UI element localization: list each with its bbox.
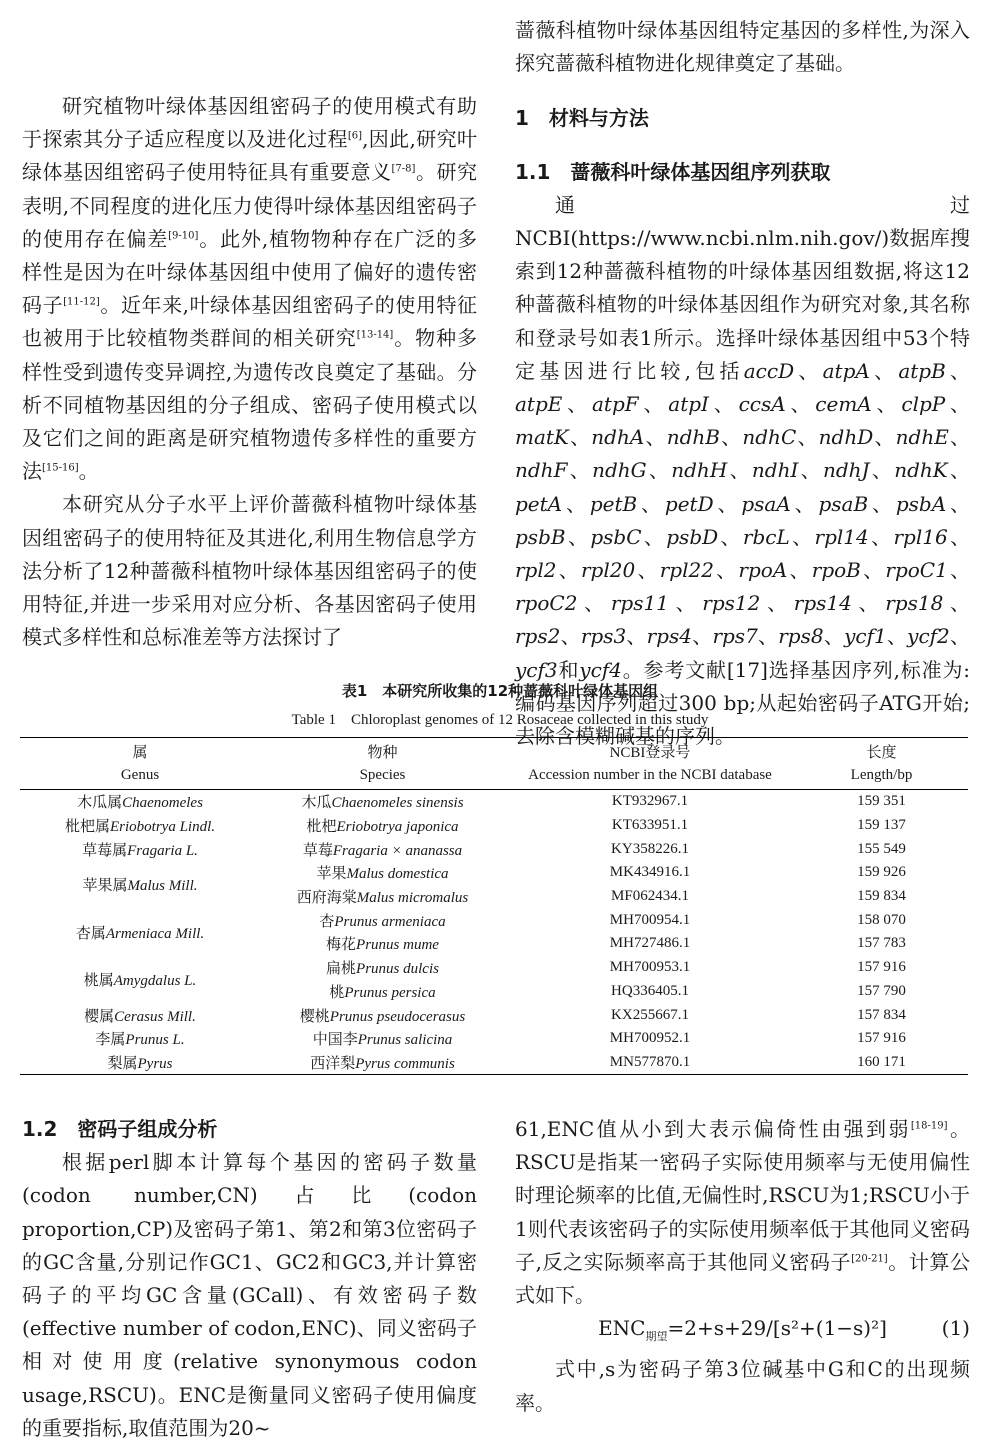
separator: 、 (868, 491, 896, 516)
cell-accession: MN577870.1 (505, 1051, 795, 1075)
table-row (20, 1027, 968, 1051)
separator: 、 (787, 558, 812, 583)
species-cn: 梅花 (326, 937, 357, 954)
separator: 、 (798, 458, 823, 483)
cell-length: 158 070 (857, 911, 906, 928)
header-genus-en: Genus (20, 763, 260, 790)
separator: 、 (637, 491, 665, 516)
header-species-en: Species (260, 763, 505, 790)
citation: [20-21] (851, 1253, 888, 1265)
cell-length: 155 549 (857, 840, 906, 857)
cell-length: 159 137 (857, 817, 906, 834)
gene-name: ycf2 (907, 624, 950, 649)
gene-name: psbB (515, 524, 566, 549)
text-span: 。RSCU是指某一密码子实际使用频率与无使用偏性时理论频率的比值,无偏性时,RSCU为1;RSCU小于1则代表该密码子的实际使用频率低于其他同义密码子,反之实际频率高于其他同义密码子 (515, 1117, 970, 1274)
species-cn: 草莓 (302, 842, 333, 859)
separator: 、 (871, 392, 902, 417)
gene-name: atpB (898, 358, 946, 383)
citation: [13-14] (356, 329, 394, 341)
gene-name: rpoC2 (515, 591, 578, 616)
methods-paragraph (515, 189, 970, 753)
cell-length: 159 834 (857, 888, 906, 905)
separator: 、 (638, 392, 669, 417)
gene-name: ndhG (592, 458, 647, 483)
genus-en: Chaenomeles (122, 795, 203, 812)
gene-name: cemA (815, 392, 872, 417)
separator: 、 (945, 358, 971, 383)
header-accession-cn: NCBI登录号 (505, 738, 795, 764)
separator: 、 (868, 524, 894, 549)
cell-species (260, 908, 505, 932)
cell-genus (20, 1027, 260, 1051)
separator: 、 (943, 591, 971, 616)
gene-name: petB (589, 491, 638, 516)
separator: 、 (757, 624, 779, 649)
gene-name: petA (515, 491, 563, 516)
gene-name: psbD (666, 524, 719, 549)
table-row (20, 956, 968, 980)
cell-accession: MH700954.1 (609, 911, 691, 928)
column-left-top (22, 90, 477, 654)
genome-table (20, 737, 968, 1075)
table-row (20, 837, 968, 861)
eq-subscript: 期望 (645, 1330, 668, 1344)
separator: 、 (785, 392, 816, 417)
section-heading-1-2: 1.2 密码子组成分析 (22, 1117, 218, 1141)
table-row (20, 1003, 968, 1027)
header-accession-en: Accession number in the NCBI database (505, 763, 795, 790)
gene-name: ndhD (818, 425, 874, 450)
cell-species (260, 1003, 505, 1027)
separator: 、 (789, 524, 815, 549)
cell-genus (20, 956, 260, 1003)
gene-name: clpP (901, 392, 946, 417)
text-span: 。计算公式如下。 (515, 1249, 971, 1308)
text-span: 。研究表明,不同程度的进化压力使得叶绿体基因组密码子的使用存在偏差 (22, 160, 478, 251)
gene-name: rpl20 (580, 558, 636, 583)
separator: 、 (556, 558, 581, 583)
column-right-top (515, 14, 970, 753)
section-heading-1-1: 1.1 蔷薇科叶绿体基因组序列获取 (515, 159, 831, 184)
separator: 、 (760, 591, 794, 616)
gene-name: rps3 (580, 624, 627, 649)
equation-1 (515, 1312, 970, 1353)
header-genus-cn: 属 (20, 738, 260, 764)
text-span: 和 (557, 657, 580, 682)
cell-accession: HQ336405.1 (611, 982, 689, 999)
gene-name: atpA (822, 358, 870, 383)
species-en: Chaenomeles sinensis (331, 795, 464, 812)
cell-species (260, 790, 505, 814)
gene-name: rps12 (702, 591, 761, 616)
citation: [18-19] (910, 1120, 948, 1132)
separator: 、 (945, 392, 971, 417)
separator: 、 (567, 458, 593, 483)
separator: 、 (948, 425, 971, 450)
gene-name: rps18 (885, 591, 944, 616)
cell-species (260, 1051, 505, 1075)
species-en: Prunus persica (344, 984, 436, 1001)
separator: 、 (719, 425, 743, 450)
species-en: Pyrus communis (355, 1055, 455, 1072)
cell-accession: KY358226.1 (611, 840, 689, 857)
genus-en: Armeniaca Mill. (105, 925, 205, 942)
text-span: 。此外,植物物种存在广泛的多样性是因为在叶绿体基因组中使用了偏好的遗传密码子 (22, 226, 478, 318)
gene-name: rbcL (742, 524, 790, 549)
eq-rhs: =2+s+29/[s²+(1−s)²] (667, 1316, 887, 1341)
genus-en: Amygdalus L. (113, 973, 197, 989)
eq-lhs: ENC (598, 1316, 646, 1341)
cell-accession: KX255667.1 (611, 1006, 689, 1023)
species-en: Prunus armeniaca (334, 913, 446, 930)
genus-en: Malus Mill. (127, 878, 198, 895)
separator: 、 (644, 425, 667, 450)
gene-name: rps4 (646, 624, 692, 649)
citation: [11-12] (63, 296, 100, 308)
table-row (20, 790, 968, 814)
gene-name: ccsA (738, 392, 786, 417)
separator: 、 (635, 558, 660, 583)
enc-paragraph (515, 1113, 970, 1312)
gene-name: accD (743, 358, 795, 383)
separator: 、 (568, 425, 592, 450)
citation: [6] (347, 130, 363, 142)
gene-name: rpoA (738, 558, 788, 583)
text-span: 。 (78, 459, 99, 484)
gene-name: atpI (668, 392, 709, 417)
separator: 、 (691, 624, 713, 649)
table-caption-en: Table 1 Chloroplast genomes of 12 Rosaceae collected in this study (291, 712, 709, 728)
separator: 、 (641, 524, 667, 549)
separator: 、 (565, 524, 591, 549)
gene-name: psbA (895, 491, 947, 516)
genus-cn: 梨属 (107, 1055, 138, 1072)
species-en: Prunus salicina (357, 1032, 453, 1049)
table-caption-cn: 表1 本研究所收集的12种蔷薇科叶绿体基因组 (341, 682, 659, 700)
gene-name: rpl16 (893, 524, 948, 549)
separator: 、 (886, 624, 908, 649)
gene-name: rpoB (811, 558, 861, 583)
codon-paragraph: 根据perl脚本计算每个基因的密码子数量(codon number,CN)占比(codon proportion,CP)及密码子第1、第2和第3位密码子的GC含量,分别记作GC1、GC2和GC3,并计算密码子的平均GC含量(GCall)、有效密码子数(effective number of codon,ENC)、同义密码子相对使用度(relative synonymous codon usage,RSCU)。ENC是衡量同义密码子使用偏度的重要指标,取值范围为20~ (22, 1150, 477, 1440)
gene-name: rpl2 (515, 558, 557, 583)
species-cn: 苹果 (316, 866, 347, 883)
table-body (20, 790, 968, 1075)
section-heading-1: 1 材料与方法 (515, 106, 649, 131)
separator: 、 (577, 591, 611, 616)
gene-name: psaA (741, 491, 791, 516)
table-header-row-en (20, 763, 968, 790)
species-en: Prunus mume (356, 937, 439, 954)
species-en: Prunus pseudocerasus (329, 1008, 466, 1025)
separator: 、 (949, 624, 971, 649)
gene-name: ndhJ (822, 458, 870, 483)
species-en: Malus domestica (346, 866, 449, 883)
genus-en: Fragaria L. (127, 842, 198, 859)
intro-paragraph-continued: 蔷薇科植物叶绿体基因组特定基因的多样性,为深入探究蔷薇科植物进化规律奠定了基础。 (515, 18, 970, 76)
gene-name: petD (664, 491, 714, 516)
cell-length: 159 351 (857, 793, 906, 810)
species-cn: 杏 (319, 913, 335, 930)
species-cn: 扁桃 (326, 961, 357, 978)
cell-species (260, 932, 505, 956)
genus-cn: 李属 (95, 1032, 126, 1049)
genus-en: Eriobotrya Lindl. (110, 819, 216, 836)
text-span: 通过 NCBI(https://www.ncbi.nlm.nih.gov/)数据库搜索到12种蔷薇科植物的叶绿体基因组数据,将这12种蔷薇科植物的叶绿体基因组作为研究对象,其名称和登录号如表1所示。选择叶绿体基因组中53个特定基因进行比较,包括 (515, 192, 970, 383)
genus-cn: 杏属 (75, 925, 106, 942)
gene-name: rps11 (610, 591, 669, 616)
gene-name: rps7 (712, 624, 758, 649)
separator: 、 (708, 392, 739, 417)
cell-accession: MH727486.1 (609, 935, 691, 952)
gene-name: rps2 (515, 624, 561, 649)
citation: [7-8] (391, 163, 416, 175)
genus-cn: 苹果属 (82, 878, 128, 895)
gene-name: atpF (592, 392, 639, 417)
text-span: 。物种多样性受到遗传变异调控,为遗传改良奠定了基础。分析不同植物基因组的分子组成、密码子使用模式以及它们之间的距离是研究植物遗传多样性的重要方法 (22, 326, 477, 484)
gene-name: ndhC (742, 425, 797, 450)
separator: 、 (713, 558, 739, 583)
species-en: Malus micromalus (356, 890, 469, 907)
cell-species (260, 837, 505, 861)
genus-cn: 木瓜属 (77, 795, 123, 812)
cell-species (260, 861, 505, 885)
gene-name: ndhK (894, 458, 948, 483)
cell-accession: MH700952.1 (609, 1030, 691, 1047)
cell-accession: MK434916.1 (609, 864, 691, 881)
separator: 、 (562, 392, 592, 417)
species-cn: 西洋梨 (310, 1055, 356, 1072)
cell-length: 160 171 (795, 1051, 968, 1075)
separator: 、 (873, 425, 896, 450)
cell-genus (20, 790, 260, 814)
gene-name: rps14 (793, 591, 852, 616)
separator: 、 (851, 591, 886, 616)
cell-species (260, 814, 505, 838)
separator: 、 (796, 425, 819, 450)
cell-species (260, 885, 505, 909)
column-left-bottom (22, 1113, 477, 1445)
gene-name: ndhB (666, 425, 720, 450)
gene-name: psbC (590, 524, 642, 549)
text-span: ,因此,研究叶绿体基因组密码子使用特征具有重要意义 (22, 127, 478, 185)
cell-genus (20, 908, 260, 955)
gene-name: ndhH (671, 458, 728, 483)
cell-genus (20, 1051, 260, 1075)
table-header-row-cn (20, 738, 968, 764)
separator: 、 (560, 624, 581, 649)
gene-name: ycf3 (515, 657, 558, 682)
gene-name: rpl22 (659, 558, 714, 583)
cell-length: 157 790 (857, 982, 906, 999)
citation: [9-10] (168, 230, 199, 242)
table-row (20, 814, 968, 838)
separator: 、 (562, 491, 590, 516)
cell-length: 157 834 (857, 1006, 906, 1023)
text-span: 。参考文献[17]选择基因序列,标准为:编码基因序列超过300 bp;从起始密码子ATG开始;去除含模糊碱基的序列。 (515, 657, 970, 749)
separator: 、 (718, 524, 743, 549)
text-span: 。近年来,叶绿体基因组密码子的使用特征也被用于比较植物类群间的相关研究 (22, 293, 478, 351)
cell-length: 157 916 (857, 1030, 906, 1047)
cell-genus (20, 814, 260, 838)
separator: 、 (823, 624, 845, 649)
species-en: Eriobotrya japonica (336, 819, 459, 836)
gene-name: rps8 (778, 624, 824, 649)
separator: 、 (668, 591, 703, 616)
cell-length: 157 916 (857, 959, 906, 976)
separator: 、 (626, 624, 647, 649)
intro-paragraph-1 (22, 90, 477, 488)
genus-cn: 枇杷属 (64, 819, 110, 836)
gene-name: psaB (818, 491, 869, 516)
genus-cn: 桃属 (83, 973, 114, 989)
genus-cn: 草莓属 (82, 842, 128, 859)
gene-name: ndhA (591, 425, 645, 450)
gene-list (515, 359, 970, 682)
text-span: 61,ENC值从小到大表示偏倚性由强到弱 (515, 1117, 911, 1141)
cell-genus (20, 1003, 260, 1027)
species-en: Prunus dulcis (356, 961, 439, 978)
genus-en: Prunus L. (125, 1032, 185, 1049)
cell-length: 159 926 (857, 864, 906, 881)
cell-accession: KT932967.1 (611, 793, 689, 810)
text-span: 研究植物叶绿体基因组密码子的使用模式有助于探索其分子适应程度以及进化过程 (22, 94, 477, 152)
separator: 、 (794, 358, 823, 383)
species-cn: 樱桃 (299, 1008, 330, 1025)
species-cn: 木瓜 (301, 795, 332, 812)
species-cn: 桃 (329, 984, 345, 1001)
header-species-cn: 物种 (260, 738, 505, 764)
table-row (20, 861, 968, 885)
separator: 、 (947, 524, 971, 549)
separator: 、 (947, 458, 971, 483)
column-right-bottom (515, 1113, 970, 1420)
separator: 、 (860, 558, 886, 583)
cell-species (260, 956, 505, 980)
species-en: Fragaria × ananassa (332, 842, 463, 859)
separator: 、 (713, 491, 742, 516)
header-length-cn: 长度 (795, 738, 968, 764)
gene-name: atpE (515, 392, 563, 417)
equation-explanation: 式中,s为密码子第3位碱基中G和C的出现频率。 (515, 1357, 970, 1415)
separator: 、 (646, 458, 672, 483)
table-row (20, 908, 968, 932)
separator: 、 (869, 458, 895, 483)
intro-paragraph-2: 本研究从分子水平上评价蔷薇科植物叶绿体基因组密码子的使用特征及其进化,利用生物信息学方法分析了12种蔷薇科植物叶绿体基因组密码子的使用特征,并进一步采用对应分析、各基因密码子使用模式多样性和总标准差等方法探讨了 (22, 492, 477, 650)
separator: 、 (727, 458, 752, 483)
table-row (20, 1051, 968, 1075)
cell-accession: KT633951.1 (611, 817, 689, 834)
gene-name: ndhF (515, 458, 568, 483)
cell-species (260, 980, 505, 1004)
cell-accession: MH700953.1 (609, 959, 691, 976)
genus-en: Cerasus Mill. (114, 1008, 196, 1025)
cell-species (260, 1027, 505, 1051)
separator: 、 (946, 491, 971, 516)
species-cn: 枇杷 (306, 819, 337, 836)
cell-genus (20, 837, 260, 861)
cell-length: 157 783 (857, 935, 906, 952)
separator: 、 (790, 491, 819, 516)
header-length-en: Length/bp (795, 763, 968, 790)
gene-name: ndhE (895, 425, 949, 450)
cell-accession: MF062434.1 (611, 888, 689, 905)
gene-name: ndhI (751, 458, 799, 483)
species-cn: 西府海棠 (296, 890, 357, 907)
genus-en: Pyrus (137, 1055, 173, 1072)
separator: 、 (869, 358, 899, 383)
genus-cn: 樱属 (84, 1008, 115, 1025)
separator: 、 (947, 558, 971, 583)
gene-name: ycf1 (844, 624, 887, 649)
equation-number: (1) (941, 1316, 970, 1341)
gene-name: rpl14 (814, 524, 869, 549)
gene-name: rpoC1 (885, 558, 948, 583)
gene-name: ycf4 (579, 657, 622, 682)
gene-name: matK (515, 425, 569, 450)
citation: [15-16] (42, 462, 79, 474)
species-cn: 中国李 (312, 1032, 358, 1049)
cell-genus (20, 861, 260, 908)
